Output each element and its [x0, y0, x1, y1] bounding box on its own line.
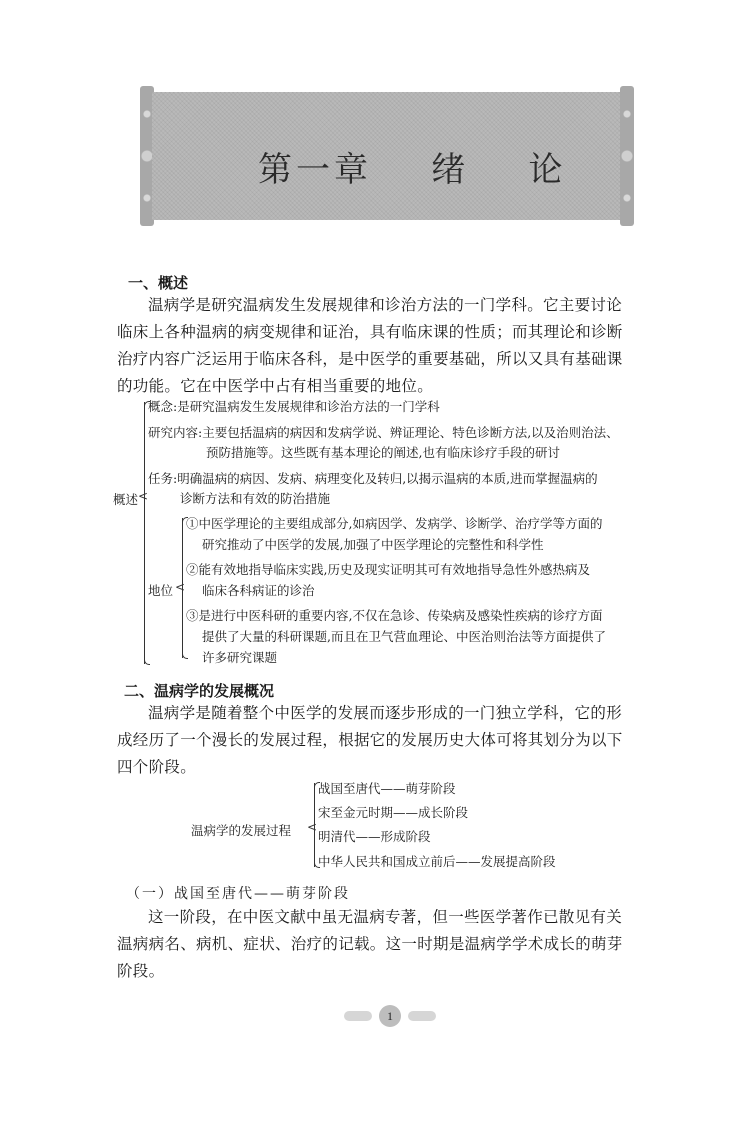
outline-item-concept: 概念:是研究温病发生发展规律和诊治方法的一门学科 — [148, 399, 440, 414]
outline-root-label: 概述 — [113, 492, 139, 507]
banner-ornament-right — [620, 86, 634, 226]
section2-heading: 二、温病学的发展概况 — [124, 682, 275, 700]
position-item-3-line3: 许多研究课题 — [202, 650, 278, 665]
position-item-3-line2: 提供了大量的科研课题,而且在卫气营血理论、中医治则治法等方面提供了 — [202, 629, 606, 644]
section2-paragraph: 温病学是随着整个中医学的发展而逐步形成的一门独立学科，它的形成经历了一个漫长的发展过程，根据它的发展历史大体可将其划分为以下四个阶段。 — [117, 704, 623, 776]
position-item-2-line2: 临床各科病证的诊治 — [202, 583, 315, 598]
position-item-2-line1: ②能有效地指导临床实践,历史及现实证明其可有效地指导急性外感热病及 — [186, 562, 590, 577]
page-ornament-right — [408, 1011, 436, 1021]
stage-3: 明清代——形成阶段 — [318, 829, 431, 844]
brace-tip: < — [175, 580, 186, 594]
stage-1: 战国至唐代——萌芽阶段 — [318, 781, 456, 796]
subsection1-heading: （一）战国至唐代——萌芽阶段 — [126, 886, 350, 902]
chapter-title: 第一章 绪 论 — [258, 150, 567, 190]
outline-item-task-line2: 诊断方法和有效的防治措施 — [180, 491, 331, 506]
page-number: 1 — [379, 1005, 401, 1027]
section1-heading: 一、概述 — [128, 274, 189, 292]
position-item-1-line1: ①中医学理论的主要组成部分,如病因学、发病学、诊断学、治疗学等方面的 — [186, 516, 603, 531]
outline-item-task-line1: 任务:明确温病的病因、发病、病理变化及转归,以揭示温病的本质,进而掌握温病的 — [148, 471, 598, 486]
brace-tip: < — [307, 820, 318, 834]
page-ornament-left — [344, 1011, 372, 1021]
outline-item-content-line2: 预防措施等。这些既有基本理论的阐述,也有临床诊疗手段的研讨 — [206, 445, 560, 460]
position-item-3-line1: ③是进行中医科研的重要内容,不仅在急诊、传染病及感染性疾病的诊疗方面 — [186, 608, 603, 623]
brace-tip: < — [138, 489, 149, 503]
development-root-label: 温病学的发展过程 — [191, 823, 292, 838]
section1-paragraph: 温病学是研究温病发生发展规律和诊治方法的一门学科。它主要讨论临床上各种温病的病变规律和证治，具有临床课的性质；而其理论和诊断治疗内容广泛运用于临床各科，是中医学的重要基础，所以又具有基础课的功能。它在中医学中占有相当重要的地位。 — [117, 296, 623, 395]
outline-root-brace — [144, 402, 145, 664]
stage-4: 中华人民共和国成立前后——发展提高阶段 — [318, 854, 556, 869]
outline-item-content-line1: 研究内容:主要包括温病的病因和发病学说、辨证理论、特色诊断方法,以及治则治法、 — [148, 425, 619, 440]
position-item-1-line2: 研究推动了中医学的发展,加强了中医学理论的完整性和科学性 — [202, 537, 544, 552]
outline-position-label: 地位 — [148, 583, 174, 598]
stage-2: 宋至金元时期——成长阶段 — [318, 805, 469, 820]
subsection1-paragraph: 这一阶段，在中医文献中虽无温病专著，但一些医学著作已散见有关温病病名、病机、症状、治疗的记载。这一时期是温病学学术成长的萌芽阶段。 — [117, 908, 623, 980]
